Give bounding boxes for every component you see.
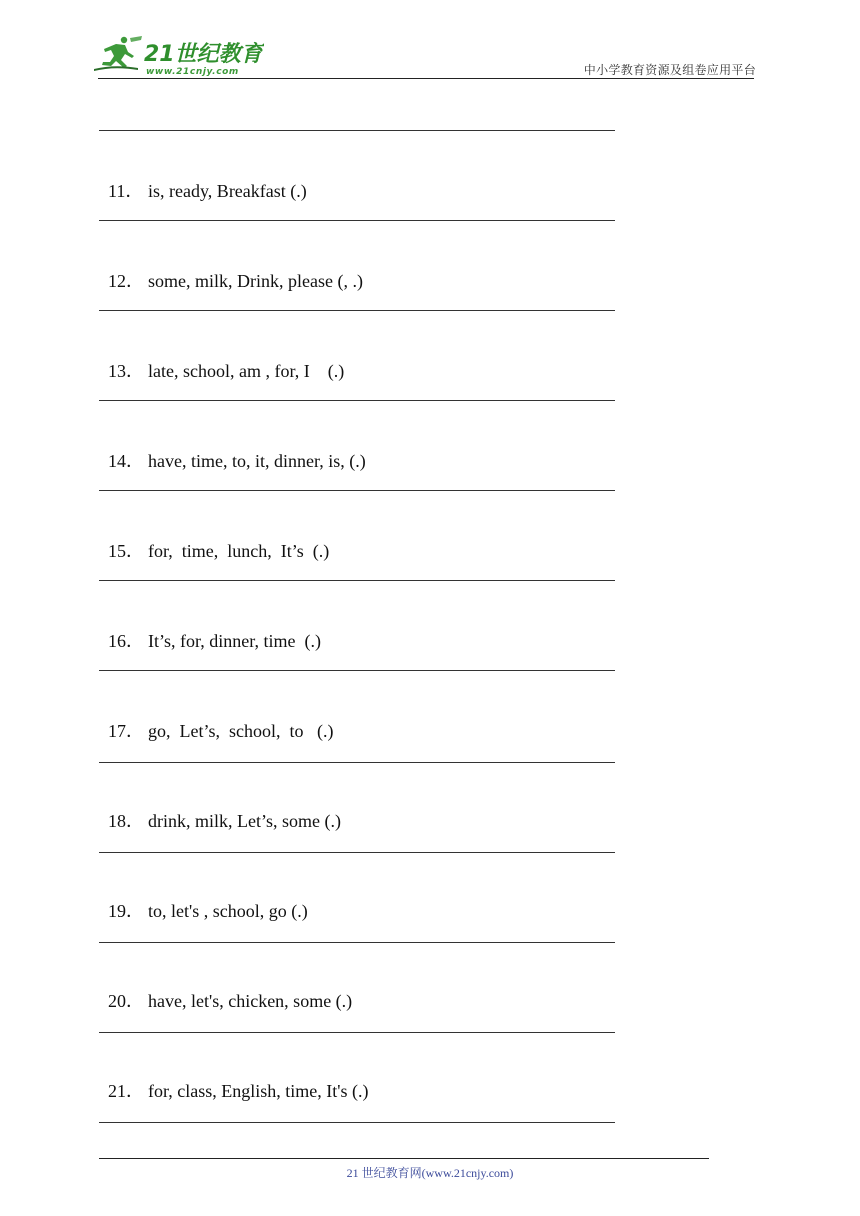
logo-wordmark: 21世纪教育 xyxy=(144,42,263,67)
footer-divider xyxy=(99,1158,709,1159)
footer-site-link[interactable]: 21 世纪教育网(www.21cnjy.com) xyxy=(346,1166,514,1180)
question-item xyxy=(99,1056,368,1103)
question-item xyxy=(99,516,329,563)
answer-line[interactable] xyxy=(99,220,615,221)
question-text: late, school, am , for, I (.) xyxy=(148,361,345,381)
question-number: 15． xyxy=(108,541,144,561)
page-header xyxy=(0,0,860,80)
question-item xyxy=(99,426,366,473)
question-number: 19． xyxy=(108,901,144,921)
answer-line[interactable] xyxy=(99,942,615,943)
question-number: 16． xyxy=(108,631,144,651)
question-item xyxy=(99,966,352,1013)
question-item xyxy=(99,696,333,743)
question-number: 18． xyxy=(108,811,144,831)
question-text: is, ready, Breakfast (.) xyxy=(148,181,307,201)
question-item xyxy=(99,876,308,923)
question-number: 11． xyxy=(108,181,144,201)
answer-line[interactable] xyxy=(99,490,615,491)
answer-line[interactable] xyxy=(99,1032,615,1033)
answer-line[interactable] xyxy=(99,580,615,581)
question-text: to, let's , school, go (.) xyxy=(148,901,308,921)
answer-line[interactable] xyxy=(99,670,615,671)
question-text: It’s, for, dinner, time (.) xyxy=(148,631,322,651)
answer-line[interactable] xyxy=(99,762,615,763)
answer-line[interactable] xyxy=(99,310,615,311)
question-text: for, class, English, time, It's (.) xyxy=(148,1081,369,1101)
answer-line[interactable] xyxy=(99,400,615,401)
answer-line[interactable] xyxy=(99,852,615,853)
question-text: have, let's, chicken, some (.) xyxy=(148,991,353,1011)
question-number: 12． xyxy=(108,271,144,291)
question-text: for, time, lunch, It’s (.) xyxy=(148,541,330,561)
question-number: 17． xyxy=(108,721,144,741)
answer-line[interactable] xyxy=(99,130,615,131)
question-item xyxy=(99,246,363,293)
answer-line[interactable] xyxy=(99,1122,615,1123)
question-text: go, Let’s, school, to (.) xyxy=(148,721,334,741)
header-divider xyxy=(98,78,754,79)
question-number: 21． xyxy=(108,1081,144,1101)
logo-url: www.21cnjy.com xyxy=(146,67,239,77)
question-number: 20． xyxy=(108,991,144,1011)
question-item xyxy=(99,786,341,833)
question-item xyxy=(99,606,321,653)
question-text: some, milk, Drink, please (, .) xyxy=(148,271,363,291)
question-item xyxy=(99,336,344,383)
site-logo xyxy=(94,34,264,78)
question-text: have, time, to, it, dinner, is, (.) xyxy=(148,451,366,471)
question-item xyxy=(99,156,307,203)
question-number: 13． xyxy=(108,361,144,381)
question-text: drink, milk, Let’s, some (.) xyxy=(148,811,341,831)
header-platform-text: 中小学教育资源及组卷应用平台 xyxy=(583,63,756,77)
question-number: 14． xyxy=(108,451,144,471)
